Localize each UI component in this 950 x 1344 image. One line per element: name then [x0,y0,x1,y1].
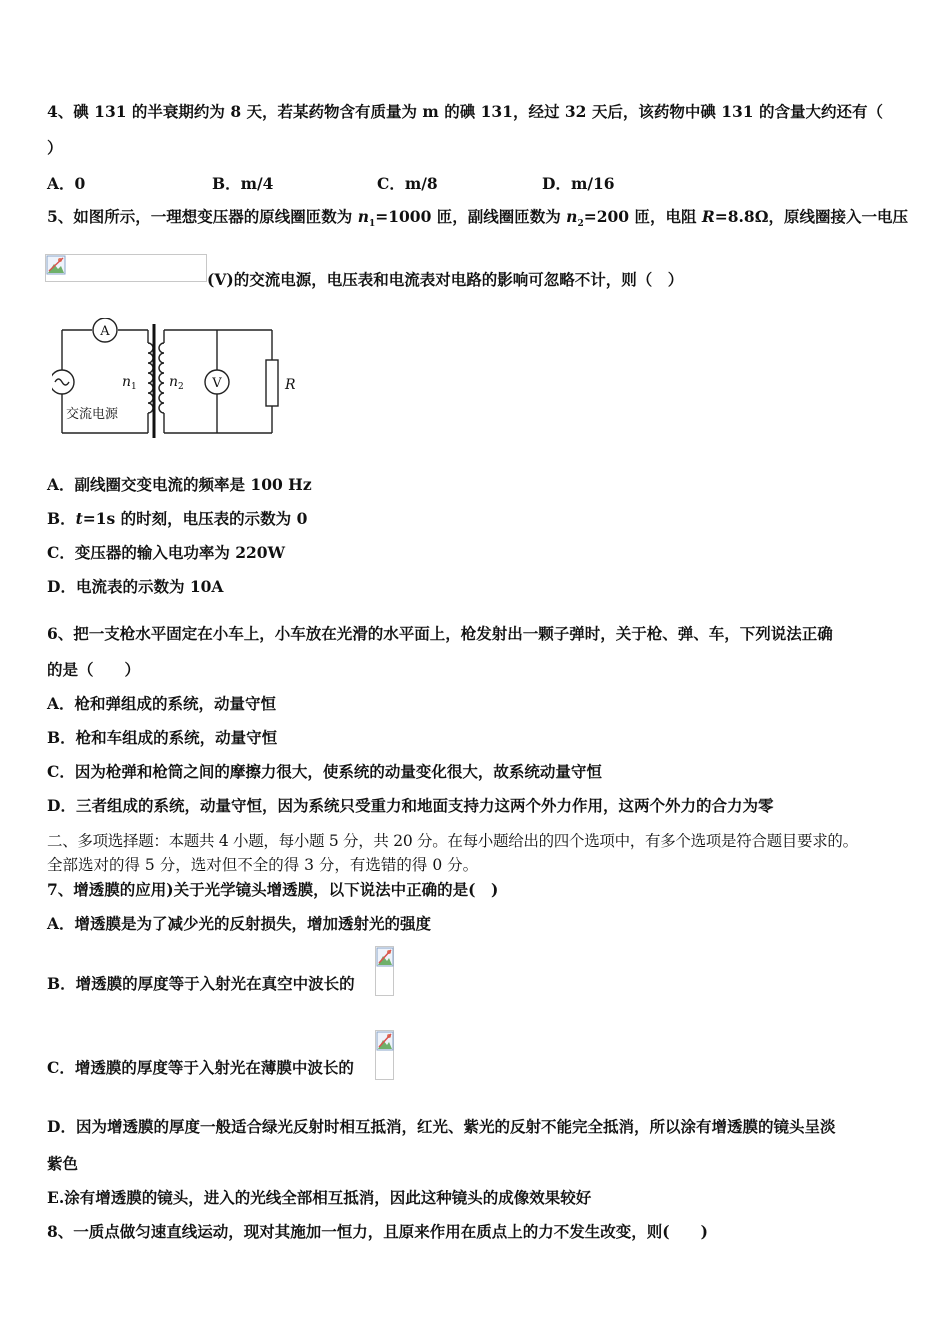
q5-option-c: C．变压器的输入电功率为 220W [47,543,285,562]
q5-option-a: A．副线圈交变电流的频率是 100 Hz [47,475,312,494]
voltmeter-label: V [212,376,222,391]
q6-option-b: B．枪和车组成的系统，动量守恒 [47,728,278,747]
q5-option-b: B．t=1s 的时刻，电压表的示数为 0 [47,509,308,528]
q7-option-d-cont: 紫色 [47,1154,79,1173]
q7-option-d: D．因为增透膜的厚度一般适合绿光反射时相互抵消，红光、紫光的反射不能完全抵消，所以涂有增透膜的镜头呈淡 [47,1117,836,1136]
section2-heading-line1: 二、多项选择题：本题共 4 小题，每小题 5 分，共 20 分。在每小题给出的四个选项中，有多个选项是符合题目要求的。 [47,832,858,850]
resistor-label: R [285,377,296,393]
q4-stem-end: ） [47,138,63,157]
q7-stem: 7、增透膜的应用)关于光学镜头增透膜，以下说法中正确的是( ) [47,880,499,899]
q6-option-d: D．三者组成的系统，动量守恒，因为系统只受重力和地面支持力这两个外力作用，这两个外力的合力为零 [47,796,774,815]
q7-option-b: B．增透膜的厚度等于入射光在真空中波长的 [47,974,355,993]
broken-image-icon [376,947,394,967]
q5-stem: 5、如图所示，一理想变压器的原线圈匝数为 $n_1=1000$ 匝，副线圈匝数为 $n_2=200$ 匝，电阻 R=8.8Ω，原线圈接入一电压 [47,207,908,230]
q6-stem-2: 的是（ ） [47,660,141,679]
q8-stem: 8、一质点做匀速直线运动，现对其施加一恒力，且原来作用在质点上的力不发生改变，则( ) [47,1222,708,1241]
formula-image-placeholder [45,254,207,282]
q4-stem: 4、碘 131 的半衰期约为 8 天，若某药物含有质量为 m 的碘 131，经过 32 天后，该药物中碘 131 的含量大约还有（ [47,102,883,121]
n2-label: $n_2$ [169,374,184,392]
transformer-circuit-diagram [52,318,312,443]
broken-image-icon [376,1031,394,1051]
q6-option-a: A．枪和弹组成的系统，动量守恒 [47,694,277,713]
q4-option-d: D．m/16 [542,174,615,193]
section2-heading-line2: 全部选对的得 5 分，选对但不全的得 3 分，有选错的得 0 分。 [47,856,479,874]
q7-option-a: A．增透膜是为了减少光的反射损失，增加透射光的强度 [47,914,432,933]
broken-image-icon [46,255,66,275]
q7-option-e: E.涂有增透膜的镜头，进入的光线全部相互抵消，因此这种镜头的成像效果较好 [47,1188,592,1207]
q6-option-c: C．因为枪弹和枪筒之间的摩擦力很大，使系统的动量变化很大，故系统动量守恒 [47,762,602,781]
q5-option-d: D．电流表的示数为 10A [47,577,224,596]
q4-option-a: A．0 [47,174,86,193]
q4-option-b: B．m/4 [212,174,274,193]
q7-option-c: C．增透膜的厚度等于入射光在薄膜中波长的 [47,1058,354,1077]
ac-source-label: 交流电源 [66,407,119,422]
fraction-image-placeholder-c [375,1030,394,1080]
q6-stem: 6、把一支枪水平固定在小车上，小车放在光滑的水平面上，枪发射出一颗子弹时，关于枪、弹、车，下列说法正确 [47,624,833,643]
n1-label: $n_1$ [122,374,137,392]
q4-options [47,174,907,194]
q4-option-c: C．m/8 [377,174,438,193]
fraction-image-placeholder-b [375,946,394,996]
ammeter-label: A [100,324,110,339]
q5-stem-2: (V)的交流电源，电压表和电流表对电路的影响可忽略不计，则（ ） [207,270,684,289]
